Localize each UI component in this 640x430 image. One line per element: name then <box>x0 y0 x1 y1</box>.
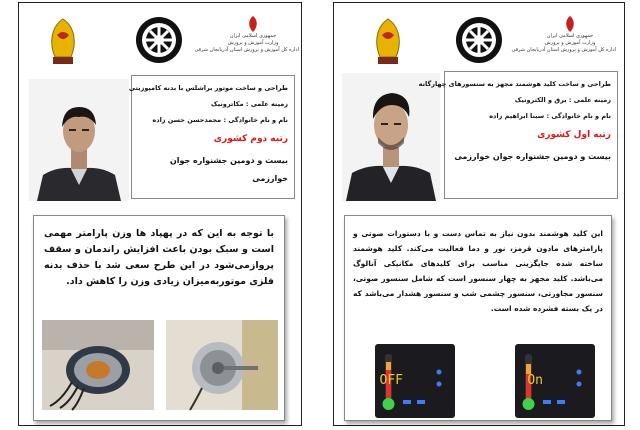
iran-emblem-icon <box>245 15 261 33</box>
rank-label: رتبه اول کشوری <box>537 130 611 140</box>
khwarizmi-logo-icon <box>134 15 184 65</box>
festival-emblem-icon <box>45 17 81 67</box>
poster-smart-switch-project <box>333 2 625 426</box>
ministry-line-2: وزارت آموزش و پرورش <box>544 40 596 46</box>
project-description-box <box>33 215 285 421</box>
smart-switch-on-photo <box>515 344 595 418</box>
festival-label: بیست و دومین جشنواره جوان خوارزمی <box>454 152 611 161</box>
project-description-box <box>344 215 612 421</box>
project-title: طراحی و ساخت موتور براشلس با بدنه کامپوزیتی <box>128 84 288 92</box>
project-description: با توجه به این که در پهپاد ها وزن پارامتر مهمی است و سبک بودن باعث افزایش راندمان و سقف پروازمی‌شود در این طرح سعی شد با حذف بدنه فلزی موتوربه‌میزان زیادی وزن را کاهش داد. <box>44 228 274 287</box>
ministry-header <box>194 15 299 67</box>
iran-emblem-icon <box>562 15 578 33</box>
header-logos <box>19 11 301 69</box>
ministry-line-3: اداره کل آموزش و پرورش استان آذربایجان شرقی <box>511 47 616 53</box>
festival-emblem-icon <box>370 17 406 67</box>
header-logos <box>334 11 624 69</box>
ministry-line-2: وزارت آموزش و پرورش <box>227 40 279 46</box>
ministry-line-1: جمهوری اسلامی ایران <box>229 33 277 39</box>
motor-photo-2 <box>166 320 278 410</box>
project-field: زمینه علمی : برق و الکترونیک <box>514 96 611 104</box>
student-photo <box>342 73 440 201</box>
project-description: این کلید هوشمند بدون نیاز به تماس دست و با دستورات صوتی و پارامترهای مادون قرمز، نور و دما فعالیت می‌کند. کلید هوشمند ساخته شده جایگزینی مناسب برای کلیدهای مکانیکی آنالوگ می‌باشد. کلید مجهز به چهار سنسور است که شامل سنسور صوتی، سنسور مجاورتی، سنسور چشمی شب و سنسور هشدار می‌باشد که در یک بسته فشرده شده است. <box>353 229 603 313</box>
khwarizmi-logo-icon <box>454 15 504 65</box>
smart-switch-off-photo <box>375 344 455 418</box>
festival-label: بیست و دومین جشنواره جوان خوارزمی <box>169 156 288 183</box>
project-info-box <box>418 71 618 199</box>
switch-on-display: On <box>527 373 543 388</box>
motor-photo-1 <box>42 320 154 410</box>
rank-label: رتبه دوم کشوری <box>213 134 288 144</box>
ministry-line-1: جمهوری اسلامی ایران <box>546 33 594 39</box>
student-name: نام و نام خانوادگی : سینا ابراهیم زاده <box>489 112 611 120</box>
student-photo <box>29 79 129 201</box>
student-name: نام و نام خانوادگی : محمدحسن حسن زاده <box>152 116 288 124</box>
poster-motor-project <box>18 2 302 426</box>
project-field: زمینه علمی : مکاترونیک <box>211 100 288 108</box>
ministry-header <box>511 15 616 67</box>
project-title: طراحی و ساخت کلید هوشمند مجهز به سنسورهای چهارگانه <box>418 80 611 88</box>
ministry-line-3: اداره کل آموزش و پرورش استان آذربایجان شرقی <box>194 47 299 53</box>
project-info-box <box>128 75 295 199</box>
switch-off-display: OFF <box>379 373 403 388</box>
